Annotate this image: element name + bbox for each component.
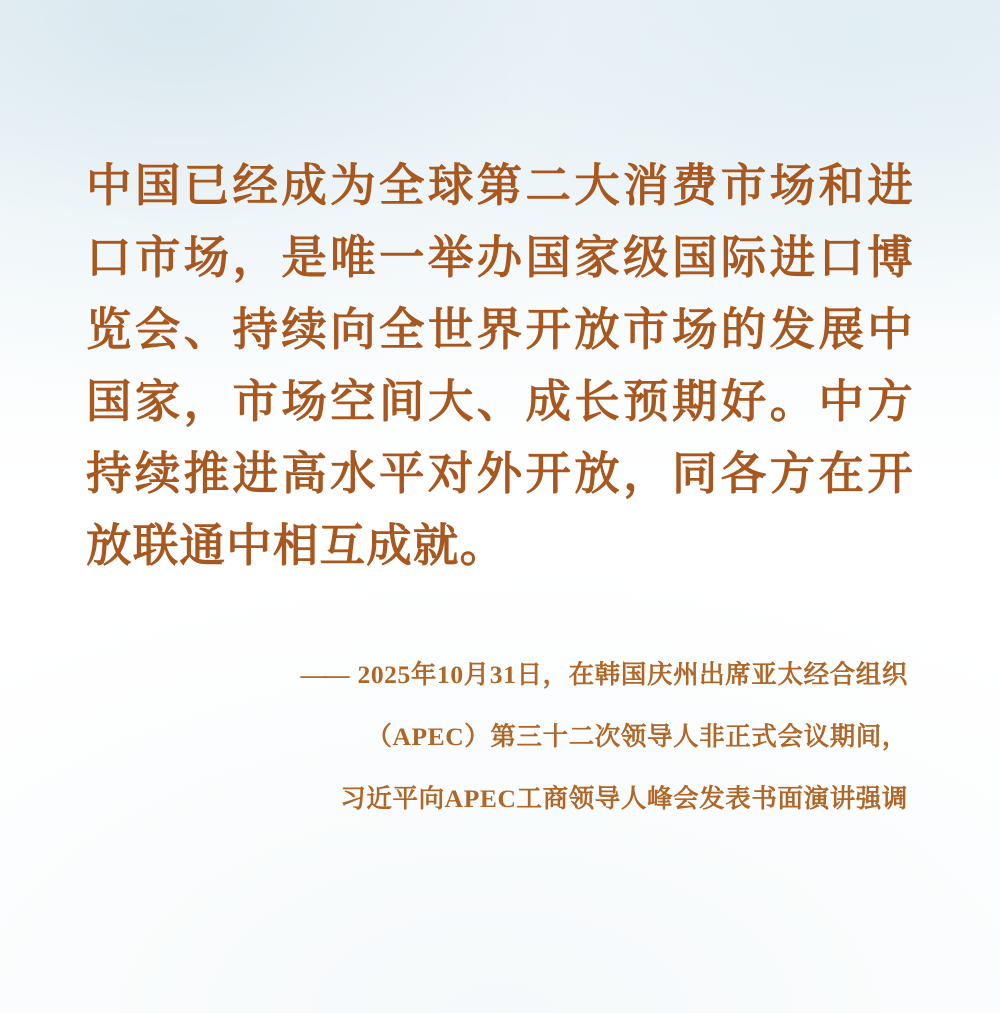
attribution-line-1-text: 2025年10月31日，在韩国庆州出席亚太经合组织 bbox=[357, 660, 908, 689]
attribution-line-1 bbox=[86, 644, 908, 706]
em-dash: —— bbox=[300, 660, 348, 689]
attribution-line-3: 习近平向APEC工商领导人峰会发表书面演讲强调 bbox=[340, 784, 908, 813]
attribution-block bbox=[86, 644, 914, 830]
quote-text: 中国已经成为全球第二大消费市场和进口市场，是唯一举办国家级国际进口博览会、持续向全世界开放市场的发展中国家，市场空间大、成长预期好。中方持续推进高水平对外开放，同各方在开放联通中相互成就。 bbox=[86, 160, 914, 571]
attribution-line-2: （APEC）第三十二次领导人非正式会议期间， bbox=[366, 722, 908, 751]
